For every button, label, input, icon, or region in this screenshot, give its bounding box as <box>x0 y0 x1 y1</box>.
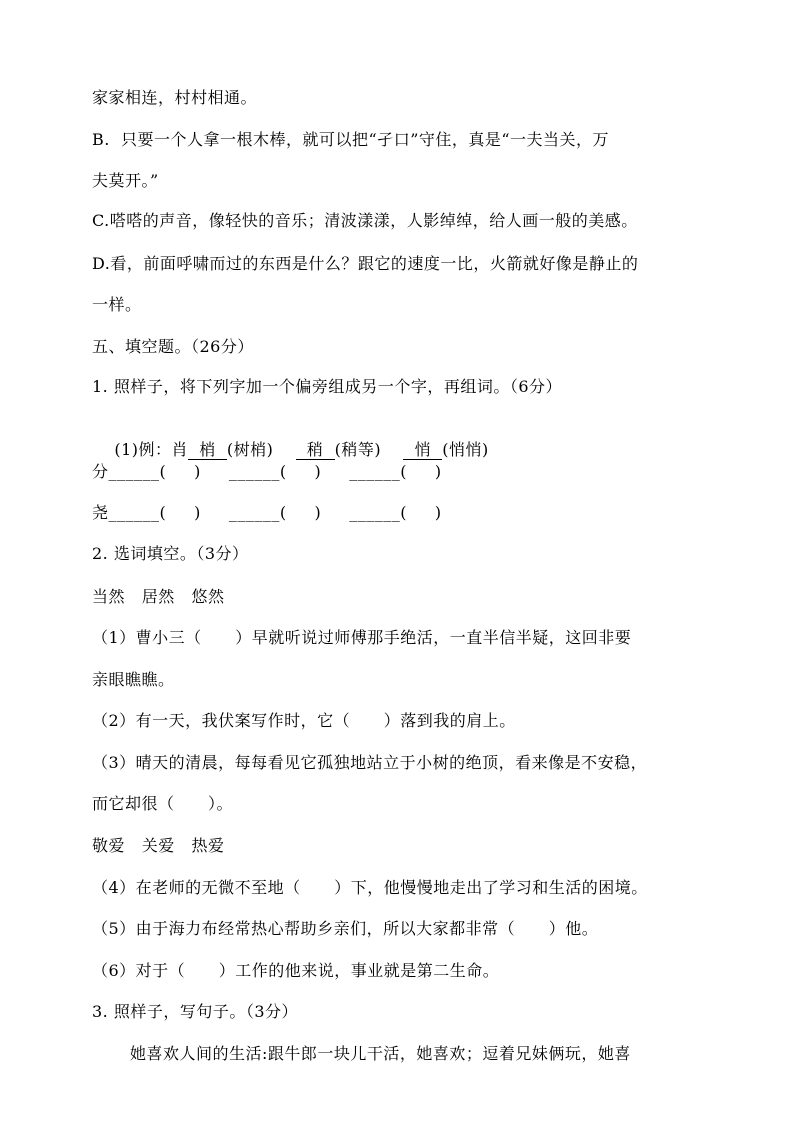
option-d-line-2: 一样。 <box>92 295 142 314</box>
fill-row-yao: 尧______( ) ______( ) ______( ) <box>92 503 442 522</box>
example-prefix: (1)例：肖 <box>114 440 189 459</box>
option-d-line-1: D.看，前面呼啸而过的东西是什么？跟它的速度一比，火箭就好像是静止的 <box>92 254 639 273</box>
example-word-1: (树梢) <box>226 440 274 459</box>
option-c-line: C.嗒嗒的声音，像轻快的音乐；清波漾漾，人影绰绰，给人画一般的美感。 <box>92 211 638 230</box>
sentence-3-line-2: 而它却很（ ）。 <box>92 794 234 813</box>
example-answer-2: 稍 <box>296 441 335 460</box>
text-line-1: 家家相连，村村相通。 <box>92 88 258 107</box>
word-choices-1: 当然 居然 悠然 <box>92 587 225 606</box>
question-3-passage: 她喜欢人间的生活:跟牛郎一块儿干活，她喜欢；逗着兄妹俩玩，她喜 <box>130 1044 631 1063</box>
word-choices-2: 敬爱 关爱 热爱 <box>92 836 225 855</box>
section-5-heading: 五、填空题。（26分） <box>92 337 254 356</box>
option-b-line-2: 夫莫开。” <box>92 171 159 190</box>
sentence-5: （5）由于海力布经常热心帮助乡亲们，所以大家都非常（ ）他。 <box>92 919 599 938</box>
sentence-6: （6）对于（ ）工作的他来说，事业就是第二生命。 <box>92 961 500 980</box>
sentence-1-line-1: （1）曹小三（ ）早就听说过师傅那手绝活，一直半信半疑，这回非要 <box>92 628 632 647</box>
example-answer-1: 梢 <box>188 441 227 460</box>
sentence-1-line-2: 亲眼瞧瞧。 <box>92 670 175 689</box>
sentence-2: （2）有一天，我伏案写作时，它（ ）落到我的肩上。 <box>92 711 516 730</box>
sentence-3-line-1: （3）晴天的清晨，每每看见它孤独地站立于小树的绝顶，看来像是不安稳， <box>92 753 648 772</box>
example-word-3: (悄悄) <box>442 440 489 459</box>
example-word-2: (稍等) <box>334 440 382 459</box>
question-3-heading: 3. 照样子，写句子。（3分） <box>92 1002 299 1021</box>
sentence-4: （4）在老师的无微不至地（ ）下，他慢慢地走出了学习和生活的困境。 <box>92 878 648 897</box>
example-answer-3: 悄 <box>403 441 442 460</box>
question-2-heading: 2. 选词填空。（3分） <box>92 544 249 563</box>
fill-row-fen: 分______( ) ______( ) ______( ) <box>92 462 442 481</box>
option-b-line-1: B. 只要一个人拿一根木棒，就可以把“孑口”守住，真是“一夫当关，万 <box>92 130 610 149</box>
question-1-heading: 1. 照样子，将下列字加一个偏旁组成另一个字，再组词。（6分） <box>92 377 563 396</box>
